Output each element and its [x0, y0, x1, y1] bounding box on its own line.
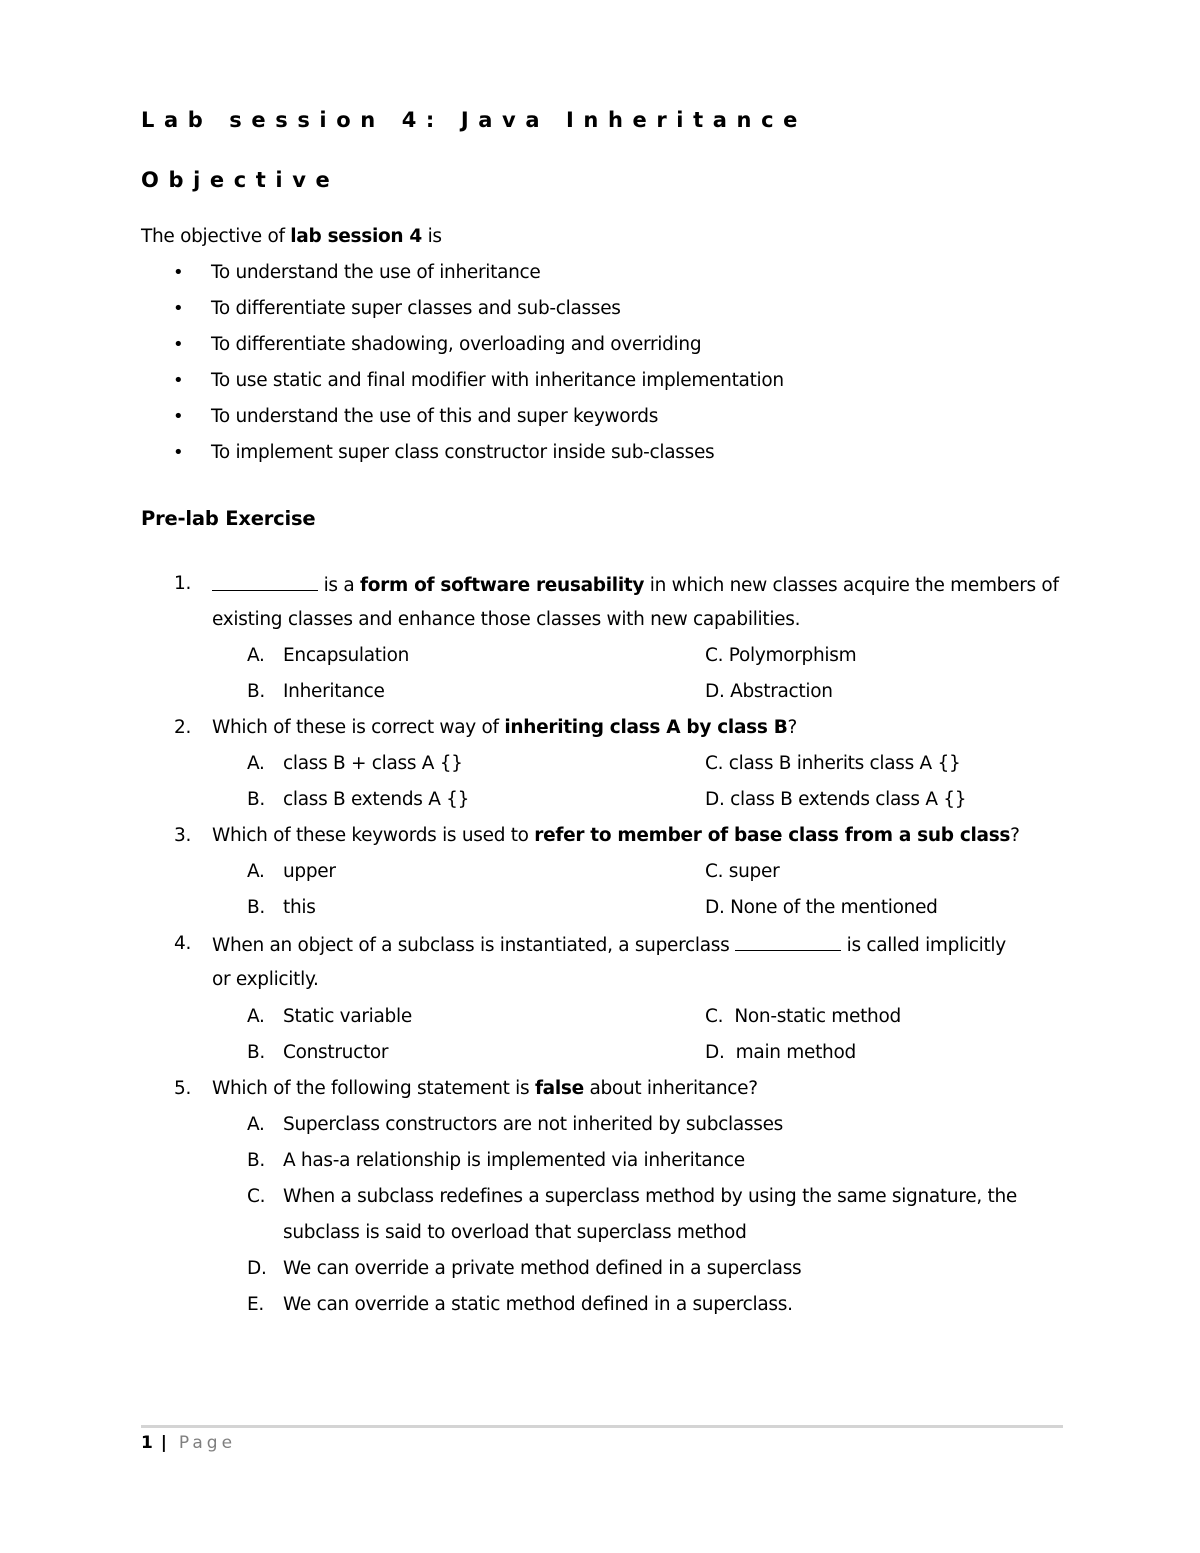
- bullet-icon: •: [173, 334, 184, 355]
- option-d: D. class B extends class A {}: [705, 789, 967, 810]
- option-label: A.: [247, 753, 265, 774]
- question-text-part: about inheritance?: [583, 1078, 758, 1099]
- question-text-part: Which of these is correct way of: [212, 717, 505, 738]
- option-label: B.: [247, 1042, 265, 1063]
- option-c: C. super: [705, 861, 780, 882]
- question-text-part: is a: [318, 575, 360, 596]
- question-text-bold: form of software reusability: [359, 575, 645, 596]
- option-a: Encapsulation: [283, 645, 410, 666]
- objective-heading: Objective: [141, 168, 340, 192]
- option-label: B.: [247, 897, 265, 918]
- bullet-icon: •: [173, 442, 184, 463]
- prelab-heading: Pre-lab Exercise: [141, 507, 316, 530]
- option-label: A.: [247, 645, 265, 666]
- option-label: A.: [247, 1006, 265, 1027]
- option-a: class B + class A {}: [283, 753, 463, 774]
- question-text-line2: or explicitly.: [212, 969, 319, 990]
- option-label: A.: [247, 1114, 265, 1135]
- question-text-part: in which new classes acquire the members of: [644, 575, 1059, 596]
- question-text-bold: false: [534, 1078, 584, 1099]
- question-number: 3.: [174, 825, 192, 846]
- option-label: B.: [247, 1150, 265, 1171]
- option-b: A has-a relationship is implemented via inheritance: [283, 1150, 745, 1171]
- bullet-icon: •: [173, 370, 184, 391]
- question-text: [212, 933, 1006, 956]
- bullet-icon: •: [173, 406, 184, 427]
- footer-separator: |: [160, 1433, 167, 1453]
- objective-text: To use static and final modifier with inheritance implementation: [211, 370, 784, 391]
- question-number: 5.: [174, 1078, 192, 1099]
- answer-blank: [735, 933, 841, 951]
- question-number: 1.: [174, 573, 192, 594]
- option-e: We can override a static method defined in a superclass.: [283, 1294, 793, 1315]
- option-c: C. class B inherits class A {}: [705, 753, 961, 774]
- option-c: C. Polymorphism: [705, 645, 857, 666]
- option-label: A.: [247, 861, 265, 882]
- objective-intro: [141, 226, 442, 247]
- question-text: [212, 825, 1020, 846]
- question-text: [212, 1078, 758, 1099]
- option-d: D. Abstraction: [705, 681, 833, 702]
- option-a: Superclass constructors are not inherited by subclasses: [283, 1114, 783, 1135]
- bullet-icon: •: [173, 262, 184, 283]
- objective-text: To understand the use of inheritance: [211, 262, 541, 283]
- question-text-part: ?: [787, 717, 798, 738]
- question-text-line2: existing classes and enhance those classes with new capabilities.: [212, 609, 801, 630]
- objective-text: To understand the use of this and super keywords: [211, 406, 659, 427]
- question-number: 2.: [174, 717, 192, 738]
- option-b: this: [283, 897, 316, 918]
- option-d: D. main method: [705, 1042, 856, 1063]
- question-text-bold: refer to member of base class from a sub class: [534, 825, 1011, 846]
- question-text-part: ?: [1010, 825, 1020, 846]
- question-text-part: Which of these keywords is used to: [212, 825, 535, 846]
- page-number: 1: [141, 1433, 153, 1453]
- question-text: [212, 573, 1059, 596]
- question-text: [212, 717, 797, 738]
- option-a: Static variable: [283, 1006, 412, 1027]
- objective-text: To differentiate super classes and sub-classes: [211, 298, 621, 319]
- option-b: Inheritance: [283, 681, 385, 702]
- question-number: 4.: [174, 933, 192, 954]
- page-footer: [141, 1433, 236, 1453]
- objective-text: To implement super class constructor inside sub-classes: [211, 442, 715, 463]
- page-title: Lab session 4: Java Inheritance: [141, 108, 807, 132]
- question-text-part: is called implicitly: [841, 935, 1006, 956]
- option-b: class B extends A {}: [283, 789, 470, 810]
- option-c: C. Non-static method: [705, 1006, 901, 1027]
- option-c-line2: subclass is said to overload that superclass method: [283, 1222, 747, 1243]
- option-b: Constructor: [283, 1042, 389, 1063]
- question-text-part: When an object of a subclass is instantiated, a superclass: [212, 935, 736, 956]
- option-a: upper: [283, 861, 336, 882]
- option-label: E.: [247, 1294, 264, 1315]
- footer-divider: [141, 1425, 1063, 1428]
- answer-blank: [212, 573, 318, 591]
- option-label: B.: [247, 681, 265, 702]
- option-d: We can override a private method defined in a superclass: [283, 1258, 802, 1279]
- page-label: Page: [178, 1433, 237, 1453]
- option-label: D.: [247, 1258, 267, 1279]
- option-label: C.: [247, 1186, 266, 1207]
- option-c: When a subclass redefines a superclass method by using the same signature, the: [283, 1186, 1017, 1207]
- option-label: B.: [247, 789, 265, 810]
- objective-text: To differentiate shadowing, overloading and overriding: [211, 334, 702, 355]
- question-text-part: Which of the following statement is: [212, 1078, 535, 1099]
- intro-suffix: is: [422, 226, 442, 247]
- question-text-bold: inheriting class A by class B: [504, 717, 788, 738]
- option-d: D. None of the mentioned: [705, 897, 938, 918]
- intro-prefix: The objective of: [141, 226, 291, 247]
- bullet-icon: •: [173, 298, 184, 319]
- intro-bold: lab session 4: [290, 226, 422, 247]
